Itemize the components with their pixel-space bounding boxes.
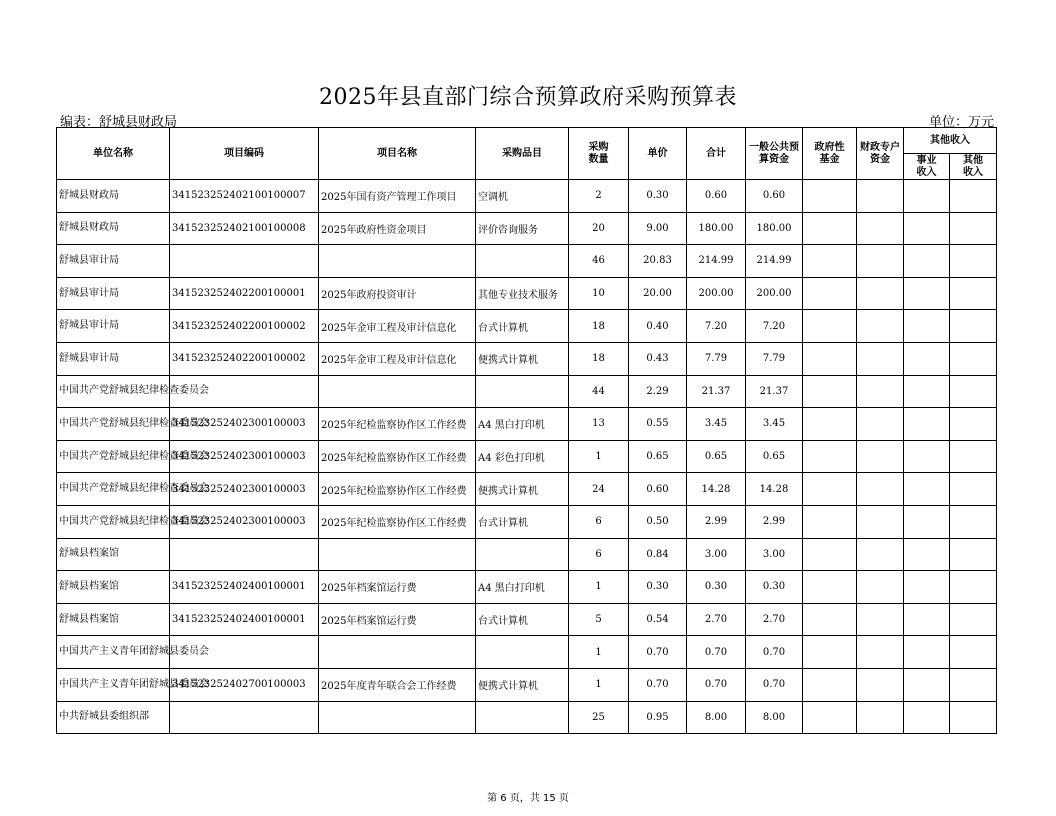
cell-general-budget: 7.20 bbox=[746, 310, 803, 343]
cell-general-budget: 0.30 bbox=[746, 571, 803, 604]
cell-general-budget: 200.00 bbox=[746, 277, 803, 310]
cell-item: A4 黑白打印机 bbox=[476, 408, 569, 441]
cell-business-income bbox=[904, 408, 950, 441]
cell-gov-fund bbox=[803, 538, 857, 571]
header-price: 单价 bbox=[629, 128, 687, 180]
cell-business-income bbox=[904, 571, 950, 604]
cell-general-budget: 8.00 bbox=[746, 701, 803, 734]
table-row bbox=[57, 505, 997, 538]
cell-special-fund bbox=[857, 668, 904, 701]
table-body bbox=[57, 180, 997, 734]
cell-special-fund bbox=[857, 701, 904, 734]
cell-other-income bbox=[950, 310, 997, 343]
table-row bbox=[57, 408, 997, 441]
cell-total: 21.37 bbox=[687, 375, 746, 408]
cell-code: 341523252402300100003 bbox=[170, 440, 319, 473]
cell-quantity: 1 bbox=[569, 571, 629, 604]
table-row bbox=[57, 603, 997, 636]
cell-code: 341523252402100100008 bbox=[170, 212, 319, 245]
cell-business-income bbox=[904, 701, 950, 734]
header-other-sub: 其他 收入 bbox=[950, 154, 997, 180]
cell-code: 341523252402700100003 bbox=[170, 668, 319, 701]
cell-code: 341523252402100100007 bbox=[170, 180, 319, 213]
cell-special-fund bbox=[857, 538, 904, 571]
cell-gov-fund bbox=[803, 375, 857, 408]
cell-item: 便携式计算机 bbox=[476, 668, 569, 701]
cell-item: 便携式计算机 bbox=[476, 473, 569, 506]
budget-table bbox=[56, 127, 997, 734]
table-row bbox=[57, 375, 997, 408]
cell-gov-fund bbox=[803, 668, 857, 701]
cell-business-income bbox=[904, 180, 950, 213]
cell-gov-fund bbox=[803, 636, 857, 669]
cell-quantity: 10 bbox=[569, 277, 629, 310]
cell-general-budget: 14.28 bbox=[746, 473, 803, 506]
cell-quantity: 13 bbox=[569, 408, 629, 441]
cell-item bbox=[476, 701, 569, 734]
cell-item: A4 黑白打印机 bbox=[476, 571, 569, 604]
cell-project: 2025年政府投资审计 bbox=[319, 277, 476, 310]
cell-code bbox=[170, 245, 319, 278]
cell-total: 8.00 bbox=[687, 701, 746, 734]
cell-special-fund bbox=[857, 277, 904, 310]
header-other-income: 其他收入 bbox=[904, 128, 997, 154]
cell-quantity: 1 bbox=[569, 636, 629, 669]
cell-other-income bbox=[950, 668, 997, 701]
cell-quantity: 5 bbox=[569, 603, 629, 636]
cell-business-income bbox=[904, 277, 950, 310]
cell-item: 便携式计算机 bbox=[476, 342, 569, 375]
header-project-name: 项目名称 bbox=[319, 128, 476, 180]
cell-special-fund bbox=[857, 440, 904, 473]
cell-business-income bbox=[904, 538, 950, 571]
cell-code: 341523252402200100002 bbox=[170, 342, 319, 375]
page-title: 2025年县直部门综合预算政府采购预算表 bbox=[319, 85, 737, 110]
cell-special-fund bbox=[857, 245, 904, 278]
cell-quantity: 18 bbox=[569, 310, 629, 343]
cell-project: 2025年金审工程及审计信息化 bbox=[319, 342, 476, 375]
cell-quantity: 25 bbox=[569, 701, 629, 734]
cell-quantity: 1 bbox=[569, 668, 629, 701]
cell-quantity: 24 bbox=[569, 473, 629, 506]
cell-other-income bbox=[950, 180, 997, 213]
table-row bbox=[57, 342, 997, 375]
cell-other-income bbox=[950, 212, 997, 245]
cell-quantity: 18 bbox=[569, 342, 629, 375]
header-general-budget: 一般公共预 算资金 bbox=[746, 128, 803, 180]
cell-unit: 舒城县审计局 bbox=[57, 342, 170, 375]
table-row bbox=[57, 636, 997, 669]
cell-general-budget: 3.45 bbox=[746, 408, 803, 441]
cell-price: 0.60 bbox=[629, 473, 687, 506]
table-row bbox=[57, 212, 997, 245]
cell-quantity: 6 bbox=[569, 505, 629, 538]
page-footer: 第 6 页，共 15 页 bbox=[487, 793, 569, 804]
cell-project bbox=[319, 538, 476, 571]
cell-gov-fund bbox=[803, 212, 857, 245]
table-row bbox=[57, 440, 997, 473]
cell-price: 0.43 bbox=[629, 342, 687, 375]
cell-business-income bbox=[904, 505, 950, 538]
cell-other-income bbox=[950, 408, 997, 441]
cell-code: 341523252402400100001 bbox=[170, 571, 319, 604]
unit-label: 单位：万元 bbox=[928, 115, 994, 130]
cell-gov-fund bbox=[803, 342, 857, 375]
cell-general-budget: 0.70 bbox=[746, 668, 803, 701]
cell-total: 3.00 bbox=[687, 538, 746, 571]
cell-general-budget: 7.79 bbox=[746, 342, 803, 375]
cell-other-income bbox=[950, 571, 997, 604]
compiler-label: 编表：舒城县财政局 bbox=[60, 115, 178, 130]
cell-price: 0.40 bbox=[629, 310, 687, 343]
cell-other-income bbox=[950, 375, 997, 408]
header-gov-fund: 政府性 基金 bbox=[803, 128, 857, 180]
cell-business-income bbox=[904, 375, 950, 408]
cell-item: 空调机 bbox=[476, 180, 569, 213]
cell-general-budget: 2.99 bbox=[746, 505, 803, 538]
table-row bbox=[57, 277, 997, 310]
cell-item: 评价咨询服务 bbox=[476, 212, 569, 245]
cell-item: 台式计算机 bbox=[476, 603, 569, 636]
cell-business-income bbox=[904, 668, 950, 701]
cell-special-fund bbox=[857, 342, 904, 375]
cell-gov-fund bbox=[803, 440, 857, 473]
cell-general-budget: 21.37 bbox=[746, 375, 803, 408]
cell-gov-fund bbox=[803, 277, 857, 310]
cell-total: 2.70 bbox=[687, 603, 746, 636]
cell-total: 3.45 bbox=[687, 408, 746, 441]
cell-other-income bbox=[950, 440, 997, 473]
cell-general-budget: 0.70 bbox=[746, 636, 803, 669]
table-row bbox=[57, 571, 997, 604]
cell-general-budget: 0.60 bbox=[746, 180, 803, 213]
header-business-income: 事业 收入 bbox=[904, 154, 950, 180]
cell-price: 9.00 bbox=[629, 212, 687, 245]
cell-price: 0.95 bbox=[629, 701, 687, 734]
cell-gov-fund bbox=[803, 603, 857, 636]
cell-gov-fund bbox=[803, 408, 857, 441]
cell-item bbox=[476, 375, 569, 408]
cell-code: 341523252402200100002 bbox=[170, 310, 319, 343]
cell-item bbox=[476, 538, 569, 571]
cell-other-income bbox=[950, 636, 997, 669]
cell-unit: 舒城县审计局 bbox=[57, 277, 170, 310]
cell-project bbox=[319, 636, 476, 669]
cell-general-budget: 0.65 bbox=[746, 440, 803, 473]
cell-special-fund bbox=[857, 505, 904, 538]
cell-price: 0.55 bbox=[629, 408, 687, 441]
cell-total: 0.30 bbox=[687, 571, 746, 604]
cell-unit: 舒城县档案馆 bbox=[57, 538, 170, 571]
cell-other-income bbox=[950, 245, 997, 278]
cell-quantity: 46 bbox=[569, 245, 629, 278]
cell-unit: 中国共产党舒城县纪律检查委员会 bbox=[57, 505, 170, 538]
cell-item bbox=[476, 636, 569, 669]
cell-other-income bbox=[950, 473, 997, 506]
cell-other-income bbox=[950, 603, 997, 636]
cell-price: 2.29 bbox=[629, 375, 687, 408]
cell-item: 台式计算机 bbox=[476, 505, 569, 538]
cell-quantity: 6 bbox=[569, 538, 629, 571]
cell-unit: 舒城县档案馆 bbox=[57, 571, 170, 604]
cell-project: 2025年纪检监察协作区工作经费 bbox=[319, 440, 476, 473]
cell-unit: 中国共产主义青年团舒城县委员会 bbox=[57, 636, 170, 669]
cell-project: 2025年档案馆运行费 bbox=[319, 571, 476, 604]
cell-project: 2025年政府性资金项目 bbox=[319, 212, 476, 245]
cell-general-budget: 214.99 bbox=[746, 245, 803, 278]
cell-gov-fund bbox=[803, 701, 857, 734]
cell-project: 2025年国有资产管理工作项目 bbox=[319, 180, 476, 213]
cell-price: 0.30 bbox=[629, 571, 687, 604]
cell-general-budget: 180.00 bbox=[746, 212, 803, 245]
cell-quantity: 20 bbox=[569, 212, 629, 245]
cell-business-income bbox=[904, 212, 950, 245]
cell-unit: 舒城县财政局 bbox=[57, 180, 170, 213]
cell-price: 0.70 bbox=[629, 668, 687, 701]
cell-total: 7.79 bbox=[687, 342, 746, 375]
header-project-code: 项目编码 bbox=[170, 128, 319, 180]
cell-total: 214.99 bbox=[687, 245, 746, 278]
cell-total: 180.00 bbox=[687, 212, 746, 245]
cell-gov-fund bbox=[803, 571, 857, 604]
cell-unit: 舒城县财政局 bbox=[57, 212, 170, 245]
cell-special-fund bbox=[857, 408, 904, 441]
cell-price: 0.54 bbox=[629, 603, 687, 636]
cell-code: 341523252402200100001 bbox=[170, 277, 319, 310]
cell-price: 0.50 bbox=[629, 505, 687, 538]
cell-business-income bbox=[904, 473, 950, 506]
cell-project: 2025年档案馆运行费 bbox=[319, 603, 476, 636]
cell-project: 2025年纪检监察协作区工作经费 bbox=[319, 473, 476, 506]
header-item: 采购品目 bbox=[476, 128, 569, 180]
cell-business-income bbox=[904, 440, 950, 473]
cell-business-income bbox=[904, 245, 950, 278]
cell-business-income bbox=[904, 636, 950, 669]
table-row bbox=[57, 701, 997, 734]
cell-total: 2.99 bbox=[687, 505, 746, 538]
header-special-fund: 财政专户 资金 bbox=[857, 128, 904, 180]
table-row bbox=[57, 245, 997, 278]
cell-code: 341523252402300100003 bbox=[170, 473, 319, 506]
cell-unit: 中国共产主义青年团舒城县委员会 bbox=[57, 668, 170, 701]
cell-business-income bbox=[904, 310, 950, 343]
cell-other-income bbox=[950, 342, 997, 375]
cell-code: 341523252402300100003 bbox=[170, 408, 319, 441]
cell-code: 341523252402400100001 bbox=[170, 603, 319, 636]
cell-price: 0.70 bbox=[629, 636, 687, 669]
cell-project: 2025年金审工程及审计信息化 bbox=[319, 310, 476, 343]
cell-price: 20.00 bbox=[629, 277, 687, 310]
cell-gov-fund bbox=[803, 180, 857, 213]
cell-other-income bbox=[950, 505, 997, 538]
cell-price: 0.84 bbox=[629, 538, 687, 571]
cell-special-fund bbox=[857, 636, 904, 669]
cell-quantity: 2 bbox=[569, 180, 629, 213]
cell-gov-fund bbox=[803, 310, 857, 343]
cell-special-fund bbox=[857, 212, 904, 245]
cell-code bbox=[170, 701, 319, 734]
cell-unit: 中国共产党舒城县纪律检查委员会 bbox=[57, 473, 170, 506]
cell-code: 341523252402300100003 bbox=[170, 505, 319, 538]
cell-unit: 中国共产党舒城县纪律检查委员会 bbox=[57, 408, 170, 441]
cell-unit: 舒城县档案馆 bbox=[57, 603, 170, 636]
cell-item: A4 彩色打印机 bbox=[476, 440, 569, 473]
cell-general-budget: 3.00 bbox=[746, 538, 803, 571]
cell-other-income bbox=[950, 538, 997, 571]
header-unit-name: 单位名称 bbox=[57, 128, 170, 180]
cell-unit: 中共舒城县委组织部 bbox=[57, 701, 170, 734]
table-row bbox=[57, 180, 997, 213]
table-header bbox=[57, 128, 997, 180]
cell-total: 0.60 bbox=[687, 180, 746, 213]
table-row bbox=[57, 668, 997, 701]
cell-special-fund bbox=[857, 375, 904, 408]
cell-total: 14.28 bbox=[687, 473, 746, 506]
cell-total: 0.65 bbox=[687, 440, 746, 473]
cell-business-income bbox=[904, 342, 950, 375]
cell-general-budget: 2.70 bbox=[746, 603, 803, 636]
cell-quantity: 1 bbox=[569, 440, 629, 473]
cell-unit: 中国共产党舒城县纪律检查委员会 bbox=[57, 375, 170, 408]
cell-gov-fund bbox=[803, 505, 857, 538]
cell-item: 其他专业技术服务 bbox=[476, 277, 569, 310]
table-row bbox=[57, 538, 997, 571]
cell-quantity: 44 bbox=[569, 375, 629, 408]
cell-other-income bbox=[950, 701, 997, 734]
cell-gov-fund bbox=[803, 245, 857, 278]
cell-item bbox=[476, 245, 569, 278]
cell-project: 2025年度青年联合会工作经费 bbox=[319, 668, 476, 701]
cell-price: 0.65 bbox=[629, 440, 687, 473]
header-total: 合计 bbox=[687, 128, 746, 180]
cell-project bbox=[319, 375, 476, 408]
cell-special-fund bbox=[857, 473, 904, 506]
cell-unit: 中国共产党舒城县纪律检查委员会 bbox=[57, 440, 170, 473]
cell-other-income bbox=[950, 277, 997, 310]
cell-total: 0.70 bbox=[687, 636, 746, 669]
cell-project bbox=[319, 245, 476, 278]
cell-business-income bbox=[904, 603, 950, 636]
cell-project: 2025年纪检监察协作区工作经费 bbox=[319, 505, 476, 538]
cell-project: 2025年纪检监察协作区工作经费 bbox=[319, 408, 476, 441]
cell-special-fund bbox=[857, 310, 904, 343]
cell-unit: 舒城县审计局 bbox=[57, 245, 170, 278]
cell-item: 台式计算机 bbox=[476, 310, 569, 343]
header-quantity: 采购 数量 bbox=[569, 128, 629, 180]
cell-gov-fund bbox=[803, 473, 857, 506]
cell-code bbox=[170, 538, 319, 571]
cell-total: 0.70 bbox=[687, 668, 746, 701]
cell-total: 200.00 bbox=[687, 277, 746, 310]
cell-price: 20.83 bbox=[629, 245, 687, 278]
cell-total: 7.20 bbox=[687, 310, 746, 343]
cell-special-fund bbox=[857, 180, 904, 213]
cell-unit: 舒城县审计局 bbox=[57, 310, 170, 343]
table-row bbox=[57, 473, 997, 506]
cell-special-fund bbox=[857, 603, 904, 636]
table-row bbox=[57, 310, 997, 343]
cell-project bbox=[319, 701, 476, 734]
cell-price: 0.30 bbox=[629, 180, 687, 213]
cell-special-fund bbox=[857, 571, 904, 604]
